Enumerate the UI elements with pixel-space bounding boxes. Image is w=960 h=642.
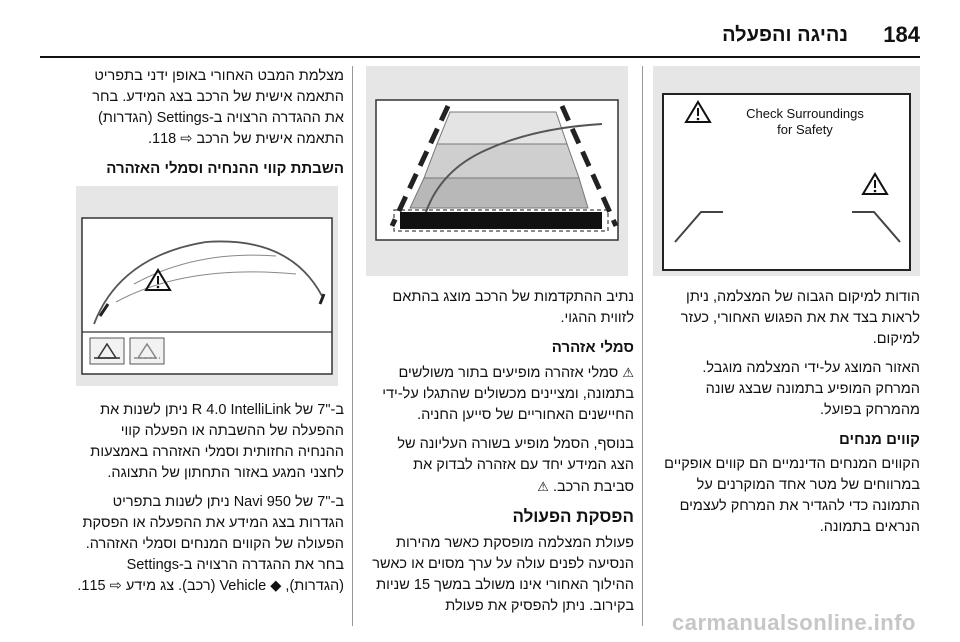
page-number: 184 <box>883 22 920 47</box>
toggle-guidelines-button[interactable] <box>90 338 124 364</box>
column-divider <box>352 66 353 626</box>
left-column-bottom <box>74 400 344 605</box>
warning-symbols-body: סמלי אזהרה מופיעים בתור משולשים בתמונה, ומציינים מכשולים שהתגלו על-ידי החיישנים האחוריים של סייען החניה. <box>382 365 634 423</box>
right-column <box>655 287 920 546</box>
left-column-top <box>74 66 344 183</box>
figure-camera-overlay <box>653 66 920 276</box>
figure-camera-overlay-svg <box>653 66 920 276</box>
middle-column <box>372 287 634 625</box>
toggle-warning-symbols-button[interactable] <box>130 338 164 364</box>
guidelines-heading: קווים מנחים <box>839 431 920 448</box>
left-paragraph-1: מצלמת המבט האחורי באופן ידני בתפריט התאמה אישית של הרכב בצג המידע. בחר את ההגדרה הרצויה ב-Settings (הגדרות) התאמה אישית של הרכב ⇨ 118. <box>92 68 344 147</box>
stop-operation-text: פעולת המצלמה מופסקת כאשר מהירות הנסיעה לפנים עולה על ערך מסוים או כאשר ההילוך האחורי אינו משולב במשך 15 שניות בקירוב. ניתן להפסיק את פעולת <box>372 535 634 614</box>
guidelines-text: הקווים המנחים הדינמיים הם קווים אופקיים במרווחים של מטר אחד המוקרנים על התמונה כדי להגדיר את המרחק לעצמים הנראים בתמונה. <box>664 456 920 535</box>
warning-note-body: בנוסף, הסמל מופיע בשורה העליונה של הצג המידע יחד עם אזהרה לבדוק את סביבת הרכב. <box>397 436 634 495</box>
overlay-line-1: Check Surroundings <box>746 106 864 121</box>
overlay-line-2: for Safety <box>777 122 833 137</box>
near-zone-band <box>400 212 602 229</box>
watermark: carmanualsonline.info <box>672 610 916 635</box>
right-paragraph-2: האזור המוצג על-ידי המצלמה מוגבל. המרחק המופיע בתמונה שבצג שונה מהמרחק בפועל. <box>702 360 920 418</box>
page-title: נהיגה והפעלה <box>722 24 848 46</box>
right-paragraph-1: הודות למיקום הגבוה של המצלמה, ניתן לראות בצד את את הפגוש האחורי, כעזר למיקום. <box>680 289 920 347</box>
column-divider <box>642 66 643 626</box>
warning-note <box>372 434 634 498</box>
page-header <box>0 14 960 54</box>
figure-touch-buttons-svg <box>76 186 338 386</box>
stop-operation-heading: הפסקת הפעולה <box>512 507 634 526</box>
left-paragraph-3: ב-"7 של Navi 950 ניתן לשנות בתפריט הגדרות בצג המידע את ההפעלה או הפסקת הפעולה של הקווים המנחים וסמלי האזהרה. בחר את ההגדרה הרצויה ב-Settings (הגדרות), ◆ Vehicle (רכב). צג מידע ⇨ 115. <box>77 494 344 594</box>
header-rule <box>40 56 920 58</box>
warning-symbols-heading: סמלי אזהרה <box>551 339 634 356</box>
warning-triangle-icon: ⚠ <box>622 365 634 380</box>
middle-paragraph-1: נתיב ההתקדמות של הרכב מוצג בהתאם לזווית ההגוי. <box>392 289 634 326</box>
warning-symbols-text <box>372 362 634 426</box>
figure-guideline-zones-svg <box>366 66 628 276</box>
figure-touch-buttons <box>76 186 338 386</box>
warning-triangle-icon: ⚠ <box>537 479 549 494</box>
figure-guideline-zones <box>366 66 628 276</box>
switch-guidelines-heading: השבתת קווי ההנחיה וסמלי האזהרה <box>106 160 344 177</box>
left-paragraph-2: ב-"7 של R 4.0 IntelliLink ניתן לשנות את ההפעלה של ההשבתה או הפעלה קווי ההנחיה החזותית וסמלי האזהרה באמצעות לחצני המגע באזור התחתון של התצוגה. <box>90 402 344 481</box>
